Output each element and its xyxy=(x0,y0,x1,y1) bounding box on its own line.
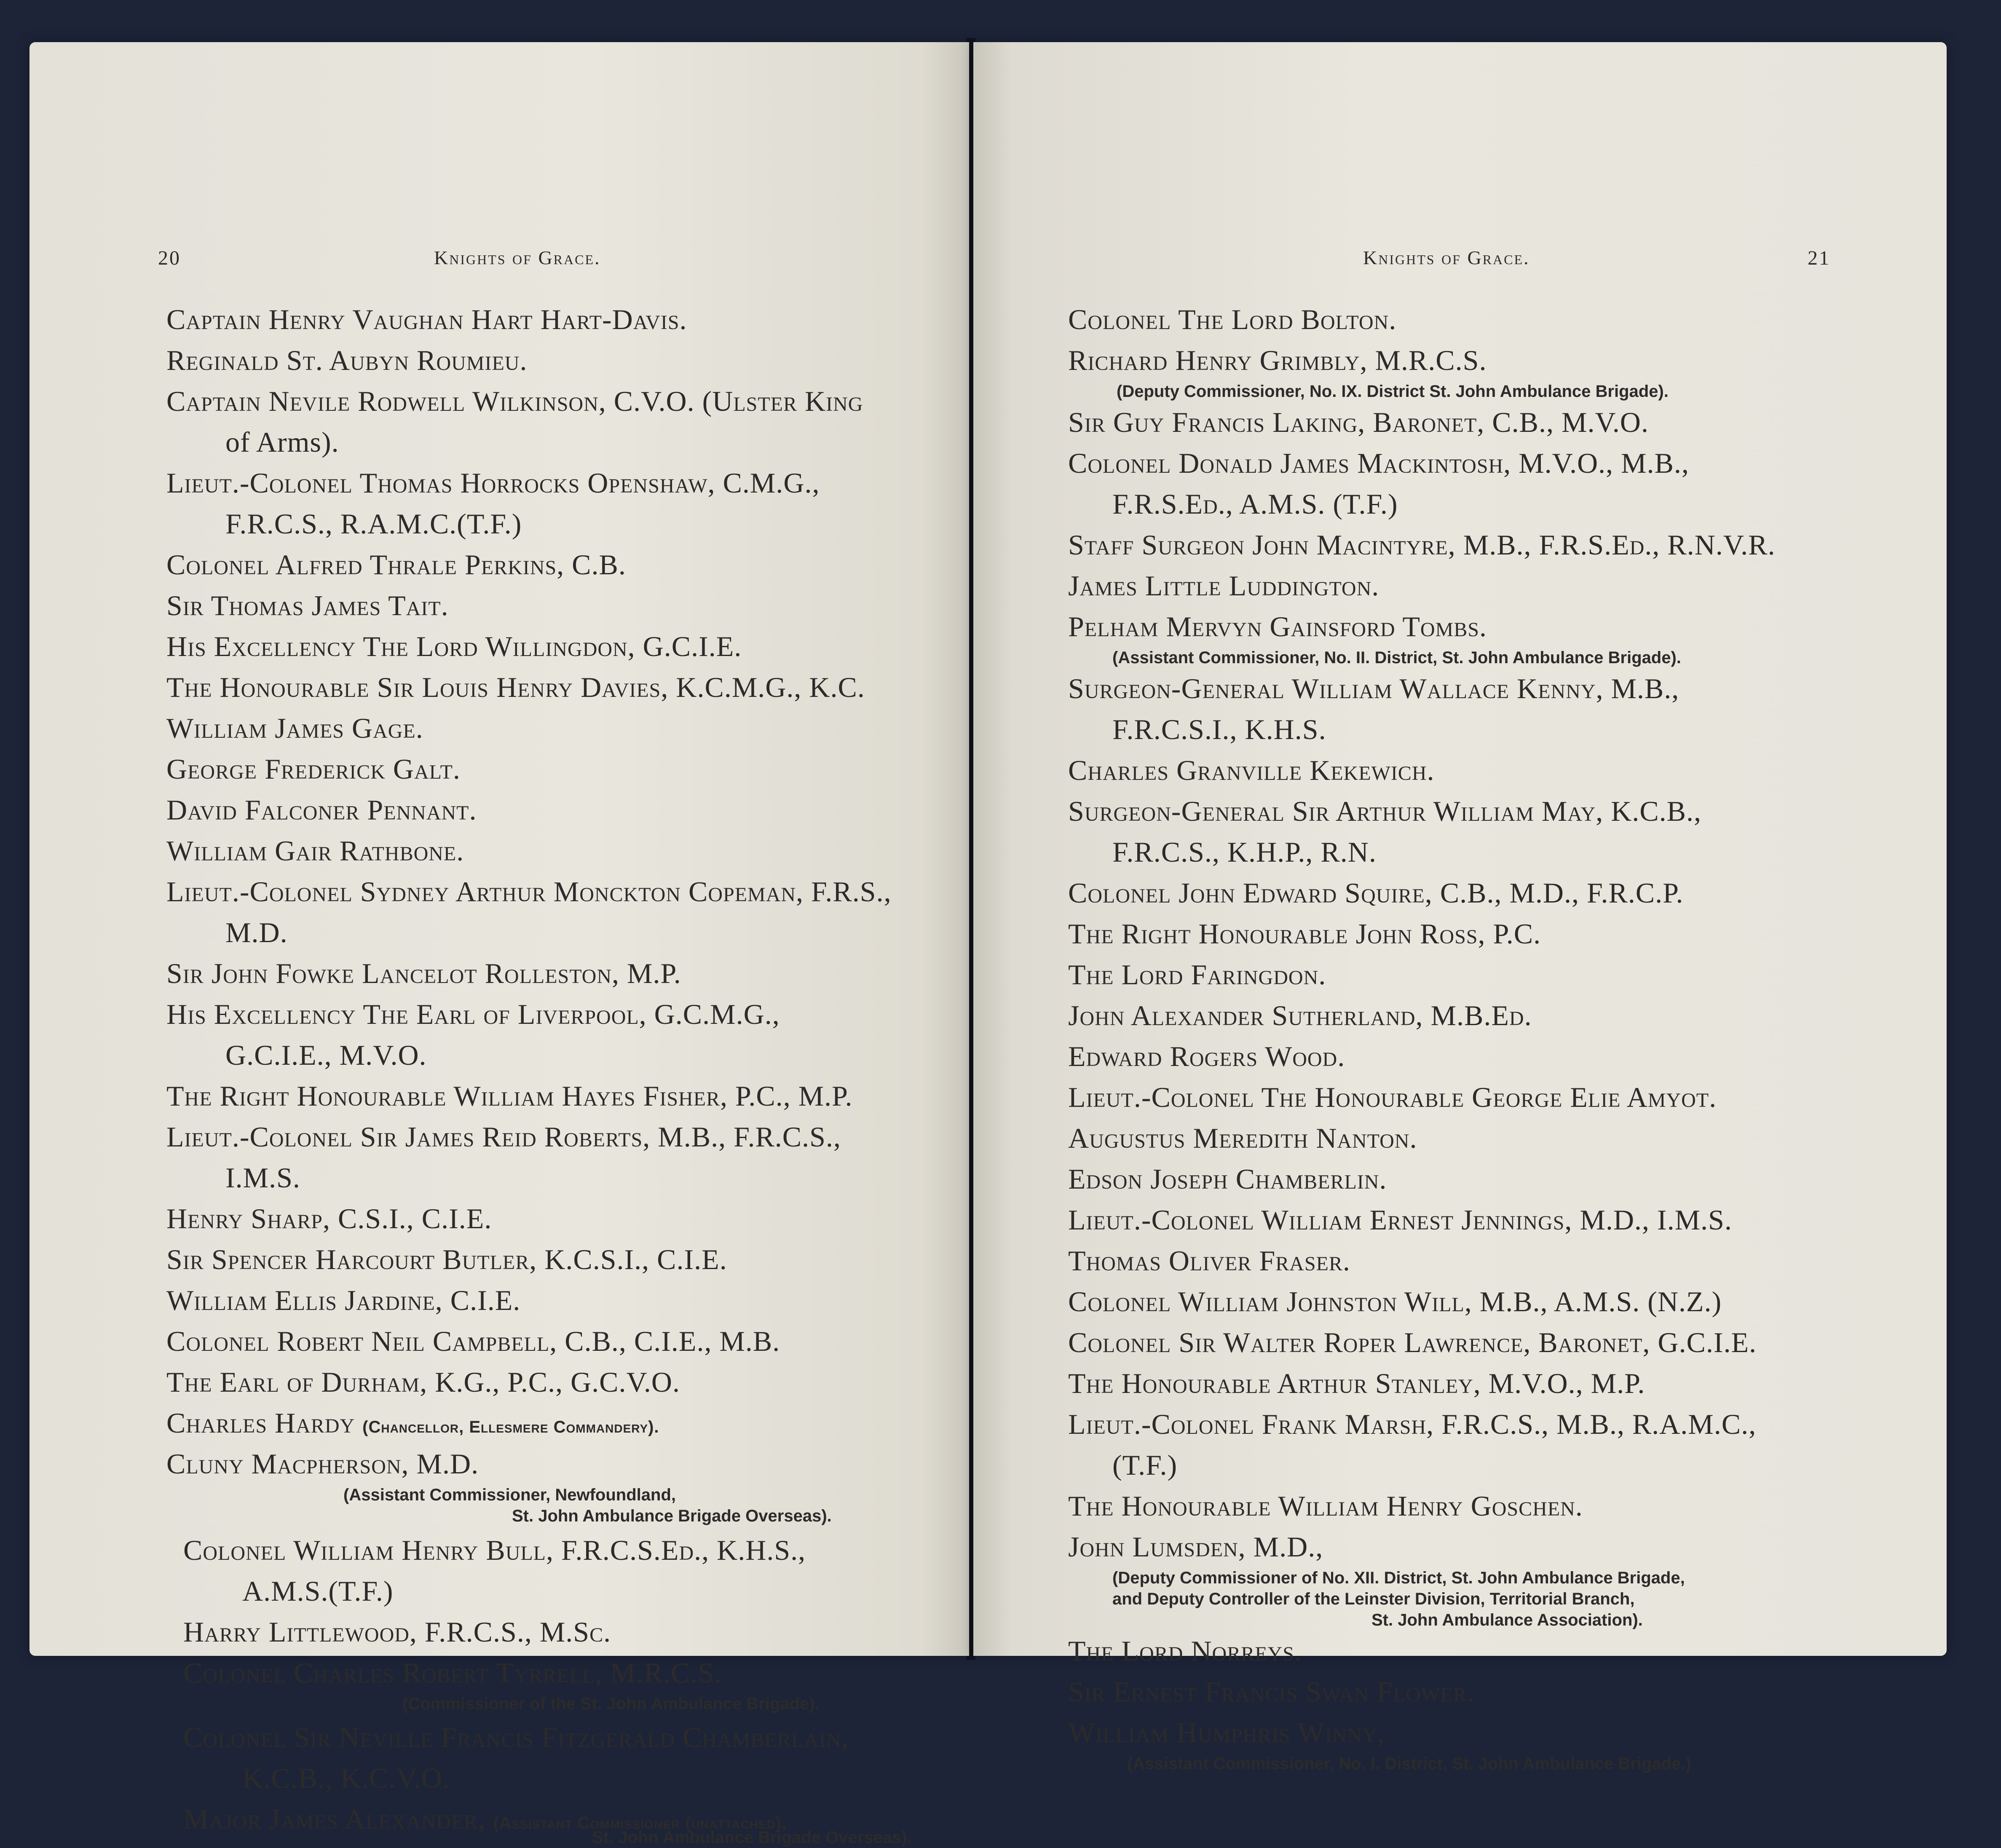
entry-continuation: of Arms). xyxy=(225,426,339,458)
entry: The Right Honourable William Hayes Fisher, P.C., M.P. xyxy=(166,1080,853,1112)
entry: Thomas Oliver Fraser. xyxy=(1068,1245,1350,1277)
running-head: Knights of Grace. xyxy=(1363,247,1530,268)
entry: Reginald St. Aubyn Roumieu. xyxy=(166,344,528,376)
entry-note: and Deputy Controller of the Leinster Division, Territorial Branch, xyxy=(1112,1590,1635,1608)
entry-continuation: G.C.I.E., M.V.O. xyxy=(225,1039,427,1071)
entry: Sir Guy Francis Laking, Baronet, C.B., M.V.O. xyxy=(1068,406,1649,438)
entry: The Lord Faringdon. xyxy=(1068,959,1326,991)
entry: Colonel Charles Robert Tyrrell, M.R.C.S. xyxy=(183,1657,722,1689)
entry: Sir John Fowke Lancelot Rolleston, M.P. xyxy=(166,957,681,989)
entry: Colonel Sir Neville Francis Fitzgerald Chamberlain, xyxy=(183,1721,849,1753)
entry: Surgeon-General William Wallace Kenny, M.B., xyxy=(1068,672,1680,704)
entry: The Honourable Sir Louis Henry Davies, K.C.M.G., K.C. xyxy=(166,671,865,703)
entry: William Gair Rathbone. xyxy=(166,835,464,867)
entry: George Frederick Galt. xyxy=(166,753,461,785)
entry: The Lord Norreys. xyxy=(1068,1635,1302,1667)
entry: Colonel Robert Neil Campbell, C.B., C.I.E., M.B. xyxy=(166,1325,780,1357)
entry: Lieut.-Colonel The Honourable George Elie Amyot. xyxy=(1068,1081,1717,1113)
entry-continuation: K.C.B., K.C.V.O. xyxy=(242,1762,450,1794)
entry: His Excellency The Lord Willingdon, G.C.I.E. xyxy=(166,630,742,662)
right-page xyxy=(973,42,1947,1773)
entry: Sir Spencer Harcourt Butler, K.C.S.I., C.I.E. xyxy=(166,1243,727,1275)
entry-name: Major James Alexander, xyxy=(183,1803,486,1835)
entry-continuation: F.R.S.Ed., A.M.S. (T.F.) xyxy=(1112,488,1398,520)
entry: Sir Thomas James Tait. xyxy=(166,589,449,621)
entry: Lieut.-Colonel William Ernest Jennings, M.D., I.M.S. xyxy=(1068,1204,1732,1236)
entry: The Earl of Durham, K.G., P.C., G.C.V.O. xyxy=(166,1366,680,1398)
entry-note: St. John Ambulance Brigade Overseas). xyxy=(592,1828,912,1847)
entry: William James Gage. xyxy=(166,712,423,744)
entry: Colonel Donald James Mackintosh, M.V.O., M.B., xyxy=(1068,447,1689,479)
entry-continuation: F.R.C.S.I., K.H.S. xyxy=(1112,713,1326,745)
entry-note: (Deputy Commissioner of No. XII. District, St. John Ambulance Brigade, xyxy=(1112,1569,1685,1587)
entry: The Honourable Arthur Stanley, M.V.O., M.P. xyxy=(1068,1367,1645,1399)
entry-note: (Chancellor, Ellesmere Commandery). xyxy=(362,1418,659,1436)
entry-note: (Assistant Commissioner, No. I. District, St. John Ambulance Brigade.) xyxy=(1127,1754,1691,1773)
entry-note: (Deputy Commissioner, No. IX. District St. John Ambulance Brigade). xyxy=(1117,382,1669,401)
entry: Sir Ernest Francis Swan Flower. xyxy=(1068,1676,1475,1708)
entry: Colonel William Henry Bull, F.R.C.S.Ed., K.H.S., xyxy=(183,1534,806,1566)
page-number: 21 xyxy=(1808,247,1830,269)
entry: Colonel Alfred Thrale Perkins, C.B. xyxy=(166,549,626,581)
entry: Colonel William Johnston Will, M.B., A.M.S. (N.Z.) xyxy=(1068,1286,1722,1318)
left-page xyxy=(29,42,969,1847)
entry: Lieut.-Colonel Sydney Arthur Monckton Copeman, F.R.S., xyxy=(166,876,892,908)
entry: Staff Surgeon John Macintyre, M.B., F.R.S.Ed., R.N.V.R. xyxy=(1068,529,1776,561)
entry: William Ellis Jardine, C.I.E. xyxy=(166,1284,521,1316)
entry-continuation: A.M.S.(T.F.) xyxy=(242,1575,394,1607)
entry: William Humphris Winny, xyxy=(1068,1717,1385,1749)
page-number: 20 xyxy=(158,247,181,269)
entry: Lieut.-Colonel Frank Marsh, F.R.C.S., M.B., R.A.M.C., xyxy=(1068,1408,1757,1440)
entry: Lieut.-Colonel Thomas Horrocks Openshaw, C.M.G., xyxy=(166,467,820,499)
entry: Captain Henry Vaughan Hart Hart-Davis. xyxy=(166,303,687,335)
entry: Cluny Macpherson, M.D. xyxy=(166,1448,479,1480)
entry-note: (Assistant Commissioner (unattached), xyxy=(493,1814,787,1832)
entry: Edward Rogers Wood. xyxy=(1068,1040,1345,1072)
entry: Edson Joseph Chamberlin. xyxy=(1068,1163,1387,1195)
entry: The Honourable William Henry Goschen. xyxy=(1068,1490,1583,1522)
entry: Colonel John Edward Squire, C.B., M.D., F.R.C.P. xyxy=(1068,877,1684,909)
entry: Henry Sharp, C.S.I., C.I.E. xyxy=(166,1203,492,1235)
entry: The Right Honourable John Ross, P.C. xyxy=(1068,918,1541,950)
entry: David Falconer Pennant. xyxy=(166,794,477,826)
entry-continuation: (T.F.) xyxy=(1112,1449,1178,1481)
entry-note: (Commissioner of the St. John Ambulance Brigade). xyxy=(402,1695,820,1713)
entry xyxy=(166,1403,912,1444)
entry-continuation: M.D. xyxy=(225,916,288,948)
entry-continuation: F.R.C.S., R.A.M.C.(T.F.) xyxy=(225,508,522,540)
entry-note: (Assistant Commissioner, Newfoundland, xyxy=(343,1486,676,1504)
entry: Lieut.-Colonel Sir James Reid Roberts, M.B., F.R.C.S., xyxy=(166,1121,841,1153)
entry: Augustus Meredith Nanton. xyxy=(1068,1122,1417,1154)
entry: Harry Littlewood, F.R.C.S., M.Sc. xyxy=(183,1616,611,1648)
entry-note: St. John Ambulance Association). xyxy=(1372,1611,1643,1629)
entry: Colonel The Lord Bolton. xyxy=(1068,303,1397,335)
entry-continuation: F.R.C.S., K.H.P., R.N. xyxy=(1112,836,1377,868)
entry: Richard Henry Grimbly, M.R.C.S. xyxy=(1068,344,1487,376)
entry: Charles Granville Kekewich. xyxy=(1068,754,1435,786)
entry: Colonel Sir Walter Roper Lawrence, Baronet, G.C.I.E. xyxy=(1068,1326,1757,1358)
entry: John Alexander Sutherland, M.B.Ed. xyxy=(1068,999,1532,1031)
entry: His Excellency The Earl of Liverpool, G.C.M.G., xyxy=(166,998,780,1030)
entry-continuation: I.M.S. xyxy=(225,1162,300,1194)
running-head: Knights of Grace. xyxy=(434,247,601,268)
entry: Pelham Mervyn Gainsford Tombs. xyxy=(1068,611,1487,643)
entry-note: (Assistant Commissioner, No. II. District, St. John Ambulance Brigade). xyxy=(1112,648,1681,667)
left-entries xyxy=(166,299,912,1848)
right-entries xyxy=(1068,299,1775,1774)
entry-note: St. John Ambulance Brigade Overseas). xyxy=(512,1507,832,1525)
entry: Surgeon-General Sir Arthur William May, K.C.B., xyxy=(1068,795,1701,827)
entry: John Lumsden, M.D., xyxy=(1068,1531,1323,1563)
entry: Captain Nevile Rodwell Wilkinson, C.V.O. (Ulster King xyxy=(166,385,863,417)
entry-name: Charles Hardy xyxy=(166,1407,355,1439)
entry: James Little Luddington. xyxy=(1068,570,1380,602)
